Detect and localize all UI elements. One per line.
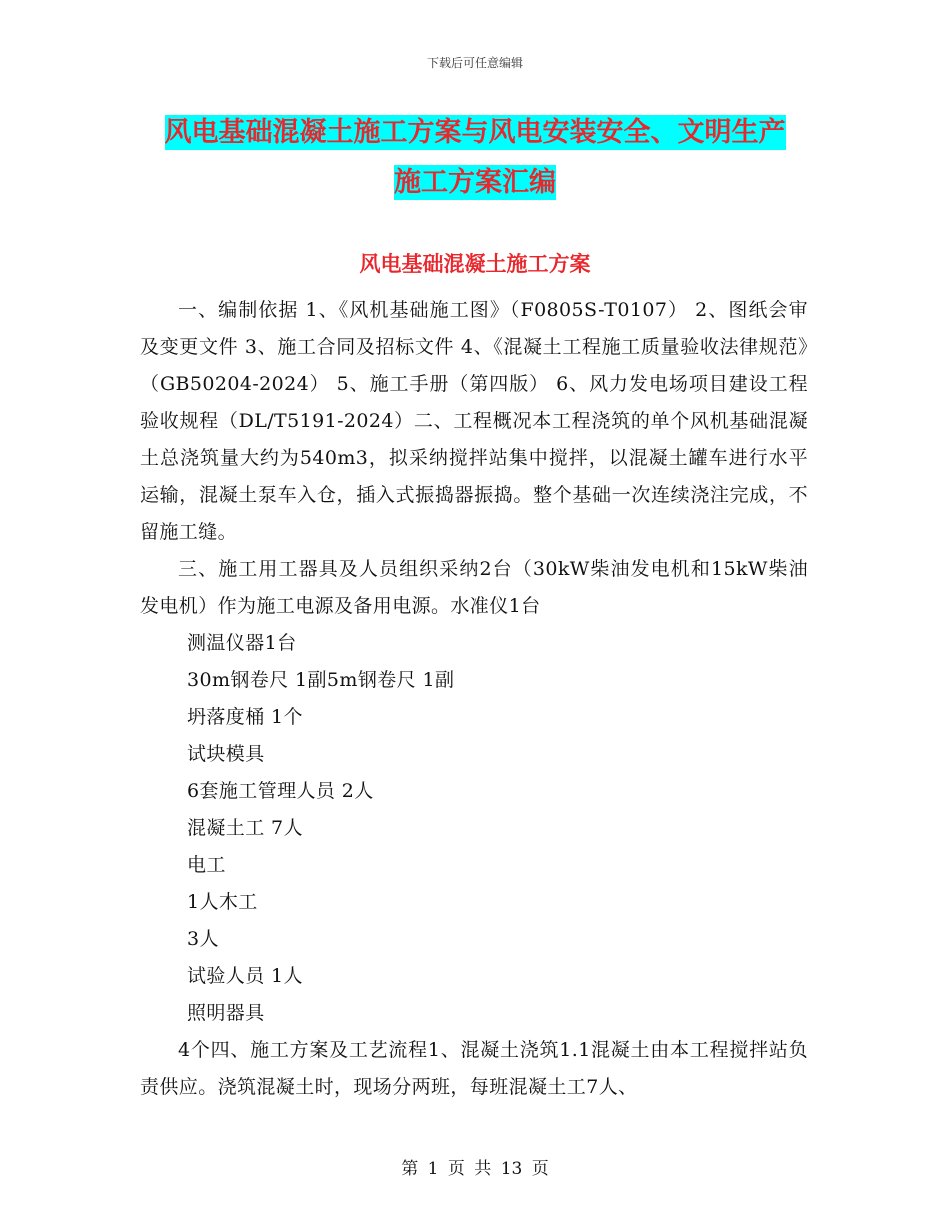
section-title: 风电基础混凝土施工方案 — [359, 252, 591, 276]
list-item: 6套施工管理人员 2人 — [187, 780, 374, 802]
page-number: 第 1 页 共 13 页 — [401, 1159, 549, 1179]
list-item: 测温仪器1台 — [187, 632, 297, 654]
document-title-line-1: 风电基础混凝土施工方案与风电安装安全、文明生产 — [164, 117, 786, 148]
list-item: 照明器具 — [187, 1002, 265, 1024]
list-item: 试块模具 — [187, 743, 265, 765]
list-item: 试验人员 1人 — [187, 965, 303, 987]
paragraph-tools-and-staff: 三、施工用工器具及人员组织采纳2台（30kW柴油发电机和15kW柴油发电机）作为施工电源及备用电源。水准仪1台 — [140, 558, 808, 617]
document-title-line-2: 施工方案汇编 — [394, 167, 556, 198]
document-body — [140, 292, 808, 1106]
list-item: 1人木工 — [187, 891, 258, 913]
document-title — [140, 108, 810, 208]
paragraph-construction-plan: 4个四、施工方案及工艺流程1、混凝土浇筑1.1混凝土由本工程搅拌站负责供应。浇筑混凝土时，现场分两班，每班混凝土工7人、 — [140, 1039, 808, 1098]
list-item: 3人 — [187, 928, 219, 950]
list-item: 电工 — [187, 854, 226, 876]
list-item: 30m钢卷尺 1副5m钢卷尺 1副 — [187, 669, 455, 691]
paragraph-basis-and-overview: 一、编制依据 1、《风机基础施工图》（F0805S-T0107） 2、图纸会审及变更文件 3、施工合同及招标文件 4、《混凝土工程施工质量验收法律规范》（GB50204-2024） 5、施工手册（第四版） 6、风力发电场项目建设工程验收规程（DL/T5191-2024）二、工程概况本工程浇筑的单个风机基础混凝土总浇筑量大约为540m3，拟采纳搅拌站集中搅拌，以混凝土罐车进行水平运输，混凝土泵车入仓，插入式振捣器振捣。整个基础一次连续浇注完成，不留施工缝。 — [140, 299, 808, 543]
header-note: 下载后可任意编辑 — [426, 56, 523, 70]
list-item: 混凝土工 7人 — [187, 817, 303, 839]
list-item: 坍落度桶 1个 — [187, 706, 303, 728]
